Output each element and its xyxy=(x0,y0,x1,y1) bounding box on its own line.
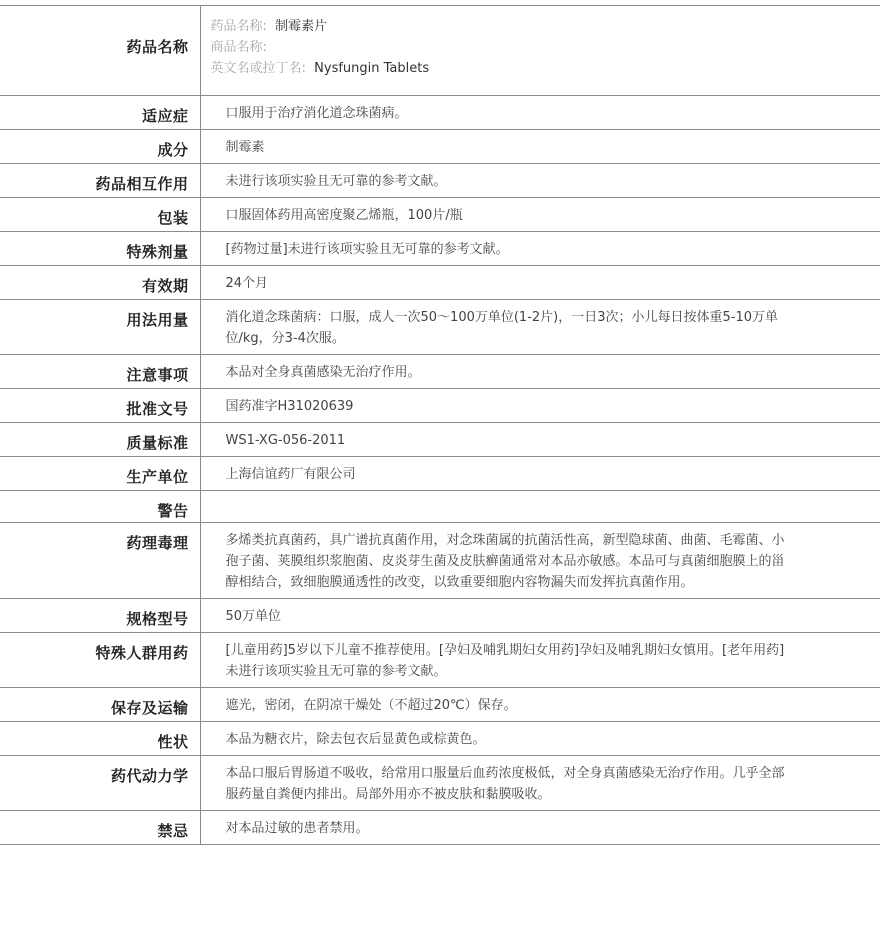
spec-row-12 xyxy=(0,491,880,523)
spec-row-1 xyxy=(0,96,880,130)
spec-row-10 xyxy=(0,423,880,457)
row-label-text: 特殊人群用药 xyxy=(95,644,189,662)
row-value: 上海信谊药厂有限公司 xyxy=(200,457,880,491)
row-label xyxy=(0,688,200,722)
row-label xyxy=(0,722,200,756)
row-value: 未进行该项实验且无可靠的参考文献。 xyxy=(200,164,880,198)
row-label-text: 适应症 xyxy=(141,107,189,125)
spec-row-2 xyxy=(0,130,880,164)
english-name-value: Nysfungin Tablets xyxy=(314,61,430,76)
row-value: 本品对全身真菌感染无治疗作用。 xyxy=(200,355,880,389)
spec-row-6 xyxy=(0,266,880,300)
row-label xyxy=(0,198,200,232)
row-label xyxy=(0,164,200,198)
spec-row-13 xyxy=(0,523,880,599)
spec-row-drug-name xyxy=(0,6,880,96)
row-value: 24个月 xyxy=(200,266,880,300)
row-value: 遮光，密闭，在阴凉干燥处（不超过20℃）保存。 xyxy=(200,688,880,722)
trade-name-label: 商品名称: xyxy=(210,40,267,55)
row-label-text: 有效期 xyxy=(141,277,189,295)
row-value: 消化道念珠菌病：口服，成人一次50～100万单位(1-2片)，一日3次；小儿每日按体重5-10万单位/kg，分3-4次服。 xyxy=(200,300,880,355)
spec-row-19 xyxy=(0,811,880,845)
row-label-text: 药代动力学 xyxy=(110,767,189,785)
spec-row-9 xyxy=(0,389,880,423)
row-label-text: 注意事项 xyxy=(126,366,189,384)
row-value: [儿童用药]5岁以下儿童不推荐使用。[孕妇及哺乳期妇女用药]孕妇及哺乳期妇女慎用。[老年用药]未进行该项实验且无可靠的参考文献。 xyxy=(200,633,880,688)
row-value: WS1-XG-056-2011 xyxy=(200,423,880,457)
row-label xyxy=(0,232,200,266)
english-name-line xyxy=(211,58,880,79)
row-label-text: 药品相互作用 xyxy=(95,175,189,193)
row-value: 50万单位 xyxy=(200,599,880,633)
trade-name-line xyxy=(211,37,880,58)
row-label-text: 包装 xyxy=(157,209,189,227)
english-name-label: 英文名或拉丁名: xyxy=(210,61,306,76)
row-label xyxy=(0,130,200,164)
row-label xyxy=(0,633,200,688)
spec-row-16 xyxy=(0,688,880,722)
row-label xyxy=(0,355,200,389)
row-value: 口服固体药用高密度聚乙烯瓶，100片/瓶 xyxy=(200,198,880,232)
row-label-text: 批准文号 xyxy=(126,400,189,418)
row-label xyxy=(0,756,200,811)
row-label xyxy=(0,6,200,96)
row-label-text: 药理毒理 xyxy=(126,534,189,552)
row-value xyxy=(200,491,880,523)
row-value xyxy=(200,6,880,96)
spec-row-17 xyxy=(0,722,880,756)
spec-row-18 xyxy=(0,756,880,811)
generic-name-value: 制霉素片 xyxy=(275,19,328,34)
row-value: 本品为糖衣片，除去包衣后显黄色或棕黄色。 xyxy=(200,722,880,756)
drug-spec-sheet xyxy=(0,5,880,845)
row-label-text: 规格型号 xyxy=(126,610,189,628)
generic-name-label: 药品名称: xyxy=(210,19,267,34)
row-label-text: 性状 xyxy=(157,733,189,751)
row-label-text: 药品名称 xyxy=(126,38,189,56)
row-value: 本品口服后胃肠道不吸收，给常用口服量后血药浓度极低，对全身真菌感染无治疗作用。几乎全部服药量自粪便内排出。局部外用亦不被皮肤和黏膜吸收。 xyxy=(200,756,880,811)
row-label xyxy=(0,96,200,130)
spec-row-15 xyxy=(0,633,880,688)
row-label xyxy=(0,491,200,523)
spec-row-3 xyxy=(0,164,880,198)
row-value: 国药准字H31020639 xyxy=(200,389,880,423)
spec-row-8 xyxy=(0,355,880,389)
row-label xyxy=(0,389,200,423)
row-label-text: 禁忌 xyxy=(157,822,189,840)
row-label-text: 生产单位 xyxy=(126,468,189,486)
row-label xyxy=(0,266,200,300)
row-label-text: 保存及运输 xyxy=(110,699,189,717)
row-label xyxy=(0,423,200,457)
spec-row-5 xyxy=(0,232,880,266)
spec-row-4 xyxy=(0,198,880,232)
spec-row-7 xyxy=(0,300,880,355)
row-label xyxy=(0,811,200,845)
row-label-text: 警告 xyxy=(157,502,189,520)
row-value: 制霉素 xyxy=(200,130,880,164)
row-label-text: 特殊剂量 xyxy=(126,243,189,261)
drug-spec-table xyxy=(0,5,880,845)
row-value: 多烯类抗真菌药，具广谱抗真菌作用，对念珠菌属的抗菌活性高，新型隐球菌、曲菌、毛霉菌、小孢子菌、荚膜组织浆胞菌、皮炎芽生菌及皮肤癣菌通常对本品亦敏感。本品可与真菌细胞膜上的甾醇相结合，致细胞膜通透性的改变，以致重要细胞内容物漏失而发挥抗真菌作用。 xyxy=(200,523,880,599)
row-label xyxy=(0,599,200,633)
spec-row-14 xyxy=(0,599,880,633)
generic-name-line xyxy=(211,16,880,37)
spec-row-11 xyxy=(0,457,880,491)
row-value: 对本品过敏的患者禁用。 xyxy=(200,811,880,845)
row-label-text: 质量标准 xyxy=(126,434,189,452)
row-label-text: 用法用量 xyxy=(126,311,189,329)
row-label-text: 成分 xyxy=(157,141,189,159)
row-value: 口服用于治疗消化道念珠菌病。 xyxy=(200,96,880,130)
row-label xyxy=(0,300,200,355)
row-label xyxy=(0,457,200,491)
row-value: [药物过量]未进行该项实验且无可靠的参考文献。 xyxy=(200,232,880,266)
row-label xyxy=(0,523,200,599)
